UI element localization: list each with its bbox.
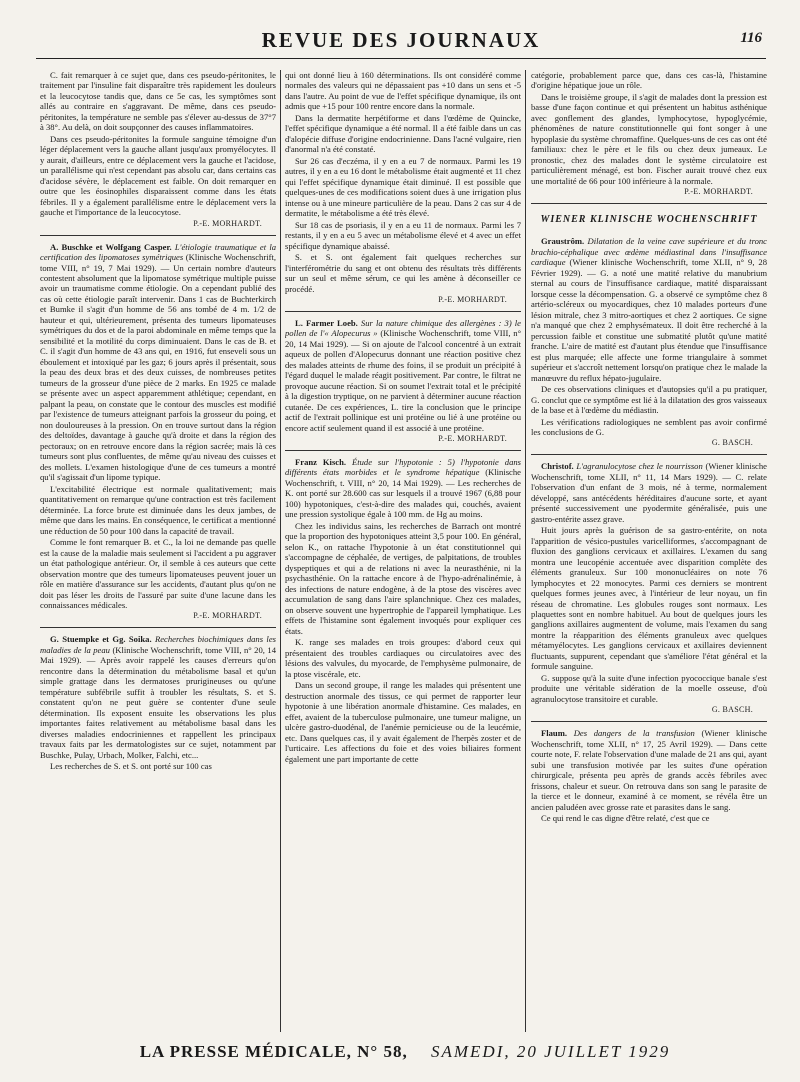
paragraph: Les vérifications radiologiques ne semblent pas avoir confirmé les conclusions de G. [531, 416, 767, 437]
article-separator [285, 450, 521, 451]
author-signature: P.-E. MORHARDT. [438, 434, 507, 444]
abstract-author: Flaum. [541, 728, 568, 739]
column-divider [525, 70, 526, 1032]
abstract-author: Graustrôm. [541, 236, 585, 247]
paragraph: Les recherches de S. et S. ont porté sur 100 cas [50, 761, 212, 772]
abstract-author: A. Buschke et Wolfgang Casper. [50, 241, 172, 252]
author-signature: P.-E. MORHARDT. [438, 295, 507, 305]
article-separator [40, 235, 276, 236]
running-footer [40, 1042, 770, 1070]
abstract-title: Sur la nature chimique des allergènes : 3) le pollen de l'« Alopecurus » [285, 317, 521, 339]
paragraph: L'excitabilité électrique est normale qualitativement; mais quantitativement on remarque qu'une contraction est très facilement déterminée. La force brute est diminuée dans les deux jambes, de même que dans les mains. En conséquence, le certificat a mentionné une réduction de 50 pour 100 dans la capacité de travail. [40, 483, 276, 536]
abstract-title: Recherches biochimiques dans les maladies de la peau [40, 634, 276, 655]
article-separator [40, 627, 276, 628]
abstract-text: — Les recherches de K. ont porté sur 28.600 cas sur lesquels il a trouvé 1967 (6,88 pour 100) hypotoniques, c'est-à-dire des malades qui, couchés, avaient une pression systolique égale à 100 mm. de Hg au moins. [285, 477, 521, 520]
abstract-source: (Wiener klinische Wochenschrift, tome XLII, n° 11, 14 Mars 1929). [531, 461, 767, 482]
page-number: 116 [740, 30, 762, 46]
paragraph: S. et S. ont également fait quelques recherches sur l'interférométrie du sang et ont obtenu des résultats très différents sur un seul et même sérum, ce qui les amène à déconseiller ce procédé. [285, 252, 521, 294]
abstract-source: (Klinische Wochenschrift, tome VIII, n° 20, 14 Mai 1929). [40, 644, 276, 666]
abstract-title: L'étiologie traumatique et la certification des lipomatoses symétriques [40, 241, 276, 263]
paragraph: Ce qui rend le cas digne d'être relaté, c'est que ce [541, 812, 710, 823]
paragraph: Dans ces pseudo-péritonites la formule sanguine témoigne d'un léger déplacement vers la gauche allant jusqu'aux promyélocytes. Il y aurait, d'ailleurs, entre ce déplacement vers la gauche et l'acidose, un parallélisme qui n'est cependant pas absolu car, dans certains cas d'acidose sévère, le déplacement est faible. On doit remarquer en outre que les éosinophiles disparaissent comme dans les états fébriles. Il y a également parallélisme entre le déplacement vers la gauche et l'importance de la leucocytose. [40, 133, 276, 218]
column-left [40, 70, 276, 1038]
paragraph: G. suppose qu'à la suite d'une infection pyococcique banale s'est produite une véritable sidération de la moelle osseuse, d'où agranulocytose transitoire et curable. [531, 672, 767, 704]
abstract-graustrom [531, 236, 767, 383]
paragraph: qui ont donné lieu à 160 déterminations. Ils ont considéré comme normales des valeurs qui ne dépassaient pas +10 dans un sens et -5 dans l'autre. Au point de vue de l'effet spécifique dynamique, ils ont admis que +15 pour 100 rentre encore dans la normale. [285, 70, 521, 112]
abstract-kisch [285, 457, 521, 520]
abstract-author: L. Farmer Loeb. [295, 317, 358, 328]
abstract-text: — C. relate l'observation d'un enfant de 3 mois, né à terme, normalement développé, sans antécédents héréditaires d'aucune sorte, et ayant présenté successivement une pyodermite généralisée, puis une gastro-entérite assez grave. [531, 471, 767, 524]
abstract-text: — Un certain nombre d'auteurs contestent absolument que la lipomatose symétrique multiple puisse avoir un traumatisme comme étiologie. On a cependant publié des cas où cette étiologie paraît intervenir. Dans 1 cas de Buchterkirch et Bumke il s'agit d'un homme de 56 ans tombé de 4 m. 1/2 de hauteur et qui, ultérieurement, présenta des tumeurs lipomateuses symétriques du dos et de la paroi abdominale en même temps que la sensibilité et la motilité du corps diminuaient. Dans le cas de B. et C. il s'agit d'un homme de 43 ans qui, en 1916, fut enseveli sous un éboulement et intoxiqué par les gaz; 6 jours après il présentait, sous la peau des deux bras et des deux cuisses, de nombreuses petites tumeurs de la grosseur d'une pièce de 2 marks. En 1925 ce malade se présente avec un aspect apparemment athlétique; cependant, en palpant la peau, on constate que le contour des muscles est modifié par l'existence de tumeurs atteignant parfois la grosseur du poing, et non douloureuses à la pression. On en trouve surtout dans la région des deltoïdes, davantage à gauche qu'à droite et dans la région des pectoraux; on en retrouve encore dans la région sacrée; mais là ces tumeurs sont plus confluentes, de même qu'au niveau des cuisses et des mollets. L'examen histologique d'une de ces tumeurs a montré qu'il s'agissait d'un lipome typique. [40, 262, 276, 483]
section-heading: WIENER KLINISCHE WOCHENSCHRIFT [540, 214, 758, 226]
paragraph: Chez les individus sains, les recherches de Barrach ont montré que la proportion des hypotoniques atteint 3,5 pour 100. En général, selon K., on rattache l'hypotonie à un état constitutionnel qui s'accompagne de céphalée, de vertiges, de palpitations, de troubles dyspeptiques et qui a de relations ni avec la neurasthénie, ni la psychasthénie. On la rattache encore à de l'hypo-adrénalinémie, à des infections de nature endogène, à de la ptose des viscères avec accumulation de sang dans l'aire splanchnique. Chez ces malades, on observe souvent une hypertrophie de l'appareil lymphatique. Les effets de l'histamine sont également invoqués pour expliquer ces états. [285, 520, 521, 636]
paragraph: Dans un second groupe, il range les malades qui présentent une destruction anormale des tissus, ce qui permet de rapporter leur hypotonie à une libération anormale d'histamine. Ces malades, en effet, avaient de la tuberculose pulmonaire, une tumeur maligne, un ulcère gastro-duodénal, de l'anémie pernicieuse ou de la leucémie, etc. Dans quelques cas, il y avait également de l'herpès zoster et de l'urticaire. Les affections du foie et des voies biliaires forment également une part importante de cette [285, 680, 521, 764]
abstract-text: — G. a noté une matité relative du manubrium sternal au cours de l'insuffisance cardiaque, matité disparaissant lorsque cesse la décompensation. G. a observé ce symptôme chez 8 artério-scléreux ou myocardiques, chez 10 malades porteurs d'une lésion mitrale, chez 3 mitro-aortiques et chez 2 aortiques. Ce signe n'a manqué que chez 2 emphysémateux. Il doit être recherché à la percussion faible et constitue une submatité plutôt qu'une matité franche. L'aire de matité est d'autant plus étendue que l'insuffisance est plus marquée; elle affecte une forme triangulaire à sommet supérieur et s'accroît nettement lorsqu'on pratique chez le malade la manœuvre du reflux hépato-jugulaire. [531, 267, 767, 383]
author-signature: G. BASCH. [711, 705, 753, 715]
magazine-name: LA PRESSE MÉDICALE, N° 58, [139, 1042, 408, 1061]
abstract-text: — Après avoir rappelé les causes d'erreurs qu'on rencontre dans la détermination du métabolisme basal et qu'un simple grattage dans les dermatoses prurigineuses ou qu'une température subfébrile suffit à troubler les résultats, S. et S. constatent qu'on ne peut guère se contenter d'une seule détermination. Ils exposent ensuite les observations les plus importantes faites relativement au métabolisme basal dans les diverses maladies endocriniennes et rappellent les principaux travaux faits par les dermatologistes sur ce sujet, notamment par Buschke, Pulay, Urbach, Molker, Falchi, etc... [40, 655, 276, 760]
abstract-text: — Dans cette courte note, F. relate l'observation d'une malade de 21 ans qui, ayant subi une transfusion motivée par les suites d'une opération chirurgicale, présenta peu après de grands accès fébriles avec frissons, chaleur et sueur. On retrouva dans son sang le parasite de la tierce et le donneur, examiné à ce moment, se révéla être un ancien paludéen avec grosse rate et parasites dans le sang. [531, 738, 767, 812]
author-signature: P.-E. MORHARDT. [684, 187, 753, 197]
author-signature: G. BASCH. [711, 438, 753, 448]
paragraph: Comme le font remarquer B. et C., la loi ne demande pas quelle est la cause de la maladie mais seulement si l'accident a pu aggraver un état pathologique antérieur. Or, il semble à ces auteurs que cette observation montre que des tumeurs lipomateuses peuvent jouer un rôle en matière d'assurance sur les accidents, d'autant plus qu'on ne doit pas léser les droits de l'assuré par suite d'une lacune dans les connaissances médicales. [40, 537, 276, 610]
abstract-buschke [40, 242, 276, 483]
running-header [36, 28, 766, 59]
abstract-author: Franz Kisch. [295, 457, 347, 467]
article-separator [285, 311, 521, 312]
abstract-title: Des dangers de la transfusion [573, 728, 695, 739]
column-right [531, 70, 767, 1038]
paragraph: K. range ses malades en trois groupes: d'abord ceux qui présentaient des troubles cardiaques ou circulatoires avec des lésions des valvules, du myocarde, de l'emphysème pulmonaire, de la ptose viscérale, etc. [285, 637, 521, 679]
journal-section-title: REVUE DES JOURNAUX [261, 28, 541, 52]
abstract-title: Étude sur l'hypotonie : 5) l'hypotonie dans différents états morbides et le syndrome hépatique [285, 457, 521, 478]
paragraph: Sur 26 cas d'eczéma, il y en a eu 7 de normaux. Parmi les 19 autres, il y en a eu 16 dont le métabolisme était augmenté et 11 chez qui l'effet spécifique dynamique était diminué. Il est possible que quelques-unes de ces modifications soient dues à une irrigation plus intense ou à une mineure particulière de la peau. Dans 2 cas sur 4 de dermatite, le métabolisme a été très élevé. [285, 155, 521, 219]
column-middle [285, 70, 521, 1038]
author-signature: P.-E. MORHARDT. [193, 218, 262, 228]
column-divider [280, 70, 281, 1032]
abstract-author: G. Stuempke et Gg. Soika. [50, 634, 152, 645]
abstract-source: (Klinische Wochenschrift, tome VIII, n° 20, 14 Mai 1929). [285, 328, 521, 349]
paragraph: Sur 18 cas de psoriasis, il y en a eu 11 de normaux. Parmi les 7 restants, il y en a eu 5 avec un métabolisme élevé et 4 avec un effet spécifique dynamique abaissé. [285, 219, 521, 251]
abstract-title: Dilatation de la veine cave supérieure et du tronc brachio-céphalique avec œdème médiastinal dans l'insuffisance cardiaque [531, 236, 767, 268]
paragraph: Huit jours après la guérison de sa gastro-entérite, on nota l'apparition de vésico-pustules varicelliformes, s'accompagnant de fluxion des ganglions cervicaux et axillaires. L'examen du sang montra une leucopénie accentuée avec disparition complète des éléments granuleux. Sur 100 mononucléaires on note 76 lymphocytes et 22 monocytes. Parmi ces derniers se montrent quelques formes jeunes avec, à l'intérieur de leur noyau, un fin réseau de chromatine. Les globules rouges sont normaux. Les plaquettes sont en nombre habituel. Au bout de quelques jours les ganglions axillaires augmentent de volume, mais l'examen du sang montre la réapparition des éléments granuleux avec quelques métamyélocytes. Les ganglions cervicaux et axillaires deviennent fluctuants, suppurent, cependant que s'améliore l'état général et la formule sanguine. [531, 525, 767, 672]
abstract-stuempke [40, 634, 276, 760]
paragraph: catégorie, probablement parce que, dans ces cas-là, l'histamine d'origine hépatique joue un rôle. [531, 70, 767, 91]
article-separator [531, 203, 767, 204]
paragraph: Dans la dermatite herpétiforme et dans l'œdème de Quincke, l'effet spécifique dynamique a été normal. Il a été faible dans un cas d'alopécie diffuse d'origine endocrinienne. Dans l'acné vulgaire, rien d'anormal n'a été constaté. [285, 112, 521, 155]
abstract-loeb [285, 318, 521, 433]
paragraph: De ces observations cliniques et d'autopsies qu'il a pu pratiquer, G. conclut que ce symptôme est lié à la dilatation des gros vaisseaux de la base et à l'œdème du médiastin. [531, 384, 767, 416]
abstract-source: (Wiener klinische Wochenschrift, tome XLII, n° 17, 25 Avril 1929). [531, 728, 767, 749]
author-signature: P.-E. MORHARDT. [193, 611, 262, 621]
abstract-text: — Si on ajoute de l'alcool concentré à un extrait aqueux de pollen d'Alopecurus donnant une réaction positive chez des malades atteints de rhume des foins, il se produit un précipité à l'égard duquel le malade réagit positivement. Par contre, le filtrat ne provoque aucune réaction. Si on soumet l'extrait total et le précipité à la digestion tryptique, on ne parvient à déterminer aucune réaction cutanée. De ces expériences, L. tire la conclusion que le principe actif de l'extrait pollinique est uni protéine ou lié à une protéine ou encore actif seulement quand il est associé à une protéine. [285, 338, 521, 433]
abstract-flaum [531, 728, 767, 812]
paragraph: Dans le troisième groupe, il s'agit de malades dont la pression est basse d'une façon continue et qui présentent un habitus asthénique avec gonflement des glandes, lymphocytose, hypoglycémie, phénomènes de nature constitutionnelle qui font songer à une hypoplasie du système chromaffine. Quelques-uns de ces cas ont été familiaux: chez le père et le fils ou chez deux jumeaux. Le pronostic, chez des malades dont le système circulatoire est particulièrement ménagé, est bon. Fischer aurait trouvé chez eux une mortalité de 66 pour 100 inférieure à la normale. [531, 91, 767, 186]
abstract-source: (Wiener klinische Wochenschrift, tome XLII, n° 9, 28 Février 1929). [531, 257, 767, 278]
paragraph: C. fait remarquer à ce sujet que, dans ces pseudo-péritonites, le traitement par l'insuline fait disparaître très rapidement les douleurs et la leucocytose tandis que, dans ce 5e cas, les symptômes sont allés au contraire en s'aggravant. De même, dans ces pseudo-péritonites, la température ne semble pas s'élever au-dessus de 37°7 à 38°. Au delà, on doit soupçonner des causes inflammatoires. [40, 70, 276, 133]
abstract-source: (Klinische Wochenschrift, t. VIII, n° 20, 14 Mai 1929). [285, 467, 521, 488]
article-separator [531, 454, 767, 455]
abstract-author: Christof. [541, 461, 574, 472]
article-separator [531, 721, 767, 722]
issue-date: SAMEDI, 20 JUILLET 1929 [430, 1042, 671, 1061]
abstract-christof [531, 461, 767, 524]
abstract-source: (Klinische Wochenschrift, tome VIII, n° 19, 7 Mai 1929). [40, 252, 276, 273]
abstract-title: L'agranulocytose chez le nourrisson [576, 461, 703, 472]
